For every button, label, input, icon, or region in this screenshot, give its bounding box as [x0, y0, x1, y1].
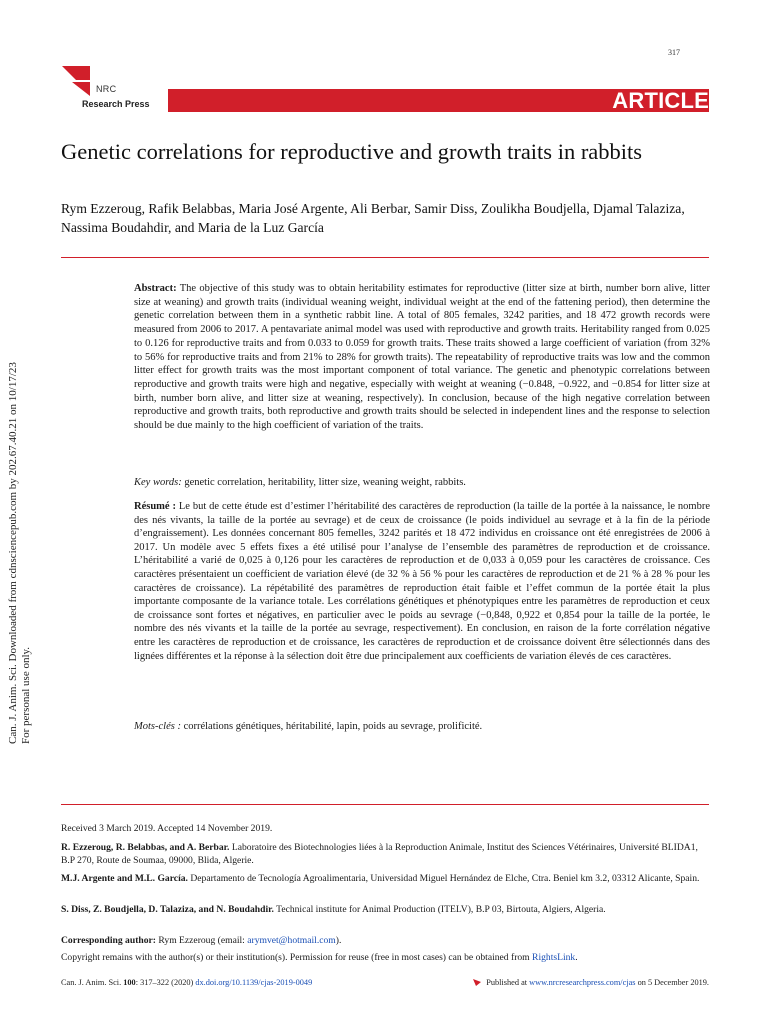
- logo-nrc-text: NRC: [96, 84, 117, 94]
- mots-cles-label: Mots-clés :: [134, 721, 181, 732]
- affiliation-2: [61, 873, 711, 886]
- corresponding-author-text: Rym Ezzeroug (email:: [155, 935, 248, 946]
- mots-cles: [134, 720, 710, 734]
- corresponding-author-close: ).: [335, 935, 342, 946]
- rightslink-link[interactable]: RightsLink: [532, 952, 576, 963]
- affiliation-3-text: Technical institute for Animal Production (ITELV), B.P 03, Birtouta, Algiers, Algeria.: [273, 904, 606, 915]
- maple-leaf-icon: [473, 979, 481, 986]
- received-date: Received 3 March 2019. Accepted 14 November 2019.: [61, 823, 273, 834]
- mots-cles-text: corrélations génétiques, héritabilité, lapin, poids au sevrage, prolificité.: [180, 721, 483, 732]
- corresponding-author-label: Corresponding author:: [61, 935, 156, 946]
- affiliation-1-text: Laboratoire des Biotechnologies liées à la Reproduction Animale, Institut des Sciences Vétérinaires, Université BLIDA1, B.P 270, Route de Soumaa, 09000, Blida, Algerie.: [61, 842, 698, 866]
- header-divider: [61, 257, 709, 258]
- keywords-label: Key words:: [134, 477, 182, 488]
- paper-title: Genetic correlations for reproductive and growth traits in rabbits: [61, 139, 643, 164]
- affiliation-3-names: S. Diss, Z. Boudjella, D. Talaziza, and N. Boudahdir.: [61, 904, 274, 915]
- page-number: 317: [668, 48, 680, 57]
- affiliation-1: [61, 842, 711, 867]
- published-prefix: Published at: [486, 978, 530, 987]
- article-type-label: ARTICLE: [612, 88, 709, 113]
- published-suffix: on 5 December 2019.: [635, 978, 709, 987]
- affiliation-1-names: R. Ezzeroug, R. Belabbas, and A. Berbar.: [61, 842, 230, 853]
- keywords-text: genetic correlation, heritability, litter size, weaning weight, rabbits.: [181, 477, 466, 488]
- abstract: [134, 282, 710, 433]
- journal-website-link[interactable]: www.nrcresearchpress.com/cjas: [529, 978, 636, 987]
- copyright-end: .: [575, 952, 578, 963]
- affiliation-2-names: M.J. Argente and M.L. García.: [61, 873, 188, 884]
- footnote-divider: [61, 804, 709, 805]
- doi-link[interactable]: dx.doi.org/10.1139/cjas-2019-0049: [195, 978, 313, 987]
- published-footer: [473, 978, 709, 987]
- affiliation-3: [61, 904, 711, 917]
- corresponding-author: [61, 935, 711, 948]
- abstract-label: Abstract:: [134, 283, 177, 294]
- resume: [134, 500, 710, 663]
- keywords: [134, 476, 710, 490]
- corresponding-email-link[interactable]: arymvet@hotmail.com: [247, 935, 336, 946]
- publisher-logo: [62, 66, 152, 114]
- abstract-text: The objective of this study was to obtain heritability estimates for reproductive (litter size at birth, number born alive, litter size at weaning) and growth traits (individual weaning weight, individual weight at the end of the fattening period), then determine the genetic correlation between them in a synthetic rabbit line. A total of 805 females, 3242 parities, and 18 472 growth records were measured from 2006 to 2017. A pentavariate animal model was used with reproductive and growth traits. Heritability ranged from 0.025 to 0.126 for reproductive traits and from 0.033 to 0.059 for growth traits. These traits showed a large coefficient of variation (from 32% to 56% for reproductive traits and from 21% to 28% for growth traits). The repeatability of reproductive traits was low and the common litter effect for growth traits was the most important component of total variance. The genetic and phenotypic correlations between reproductive and growth traits were high and negative, especially with weight at weaning (−0.848, −0.922, and −0.854 for litter size at birth, number born alive, and litter size at weaning, respectively). In conclusion, because of the high negative correlation between reproductive and growth traits, both reproductive and growth traits should be selected in independent lines and the response to selection should be due mainly to the high coefficient of variation of the traits.: [134, 283, 710, 432]
- resume-text: Le but de cette étude est d’estimer l’héritabilité des caractères de reproduction (la taille de la portée à la naissance, le nombre des nés vivants, la taille de la portée au sevrage) et de ceux de croissance (le poids individuel au sevrage et à la fin de la période d’engraissement). Les données concernant 805 femelles, 3242 parités et 18 472 individus en croissance ont été enregistrées de 2006 à 2017. Un modèle avec 5 effets fixes a été utilisé pour l’analyse de l’ensemble des paramètres de reproduction et de croissance. L’héritabilité a varié de 0,025 à 0,126 pour les caractères de reproduction et de 0,033 à 0,059 pour les caractères de croissance. Ces caractères présentaient un coefficient de variation élevé (de 32 % à 56 % pour les caractères de reproduction et de 21 % à 28 % pour les caractères de croissance). La répétabilité des paramètres de reproduction était faible et l’effet commun de la portée était la plus importante composante de la variance totale. Les corrélations génétiques et phénotypiques entre les paramètres de reproduction et ceux de croissance sont fortes et négatives, en particulier avec le poids au sevrage (−0,848, 0,922 et 0,854 pour la taille de la portée, le nombre des nés vivants et la taille de la portée au sevrage, respectivement). En conclusion, en raison de la forte corrélation négative entre les caractères de reproduction et de croissance, les caractères de reproduction et de croissance doivent être sélectionnés dans des lignées différentes et la réponse à la sélection doit être due principalement aux coefficients de variation élevés de ces caractères.: [134, 501, 711, 662]
- download-watermark-line1: Can. J. Anim. Sci. Downloaded from cdnsciencepub.com by 202.67.40.21 on 10/17/23: [7, 362, 19, 744]
- download-watermark-line2: For personal use only.: [20, 646, 32, 744]
- footer-pages: : 317–322 (2020): [135, 978, 196, 987]
- footer-volume: 100: [123, 978, 136, 987]
- footer-journal: Can. J. Anim. Sci.: [61, 978, 124, 987]
- copyright-notice: [61, 952, 711, 965]
- copyright-text: Copyright remains with the author(s) or their institution(s). Permission for reuse (free in most cases) can be obtained from: [61, 952, 533, 963]
- nrc-logo-icon: [62, 66, 90, 96]
- logo-research-press-text: Research Press: [82, 99, 150, 109]
- affiliation-2-text: Departamento de Tecnología Agroalimentaria, Universidad Miguel Hernández de Elche, Ctra. Beniel km 3.2, 03312 Alicante, Spain.: [187, 873, 700, 884]
- citation-footer: [61, 978, 312, 987]
- author-list: Rym Ezzeroug, Rafik Belabbas, Maria José Argente, Ali Berbar, Samir Diss, Zoulikha Boudjella, Djamal Talaziza, Nassima Boudahdir, and Maria de la Luz García: [61, 201, 685, 235]
- resume-label: Résumé :: [134, 501, 176, 512]
- article-banner: [168, 89, 709, 112]
- download-watermark: [7, 274, 33, 744]
